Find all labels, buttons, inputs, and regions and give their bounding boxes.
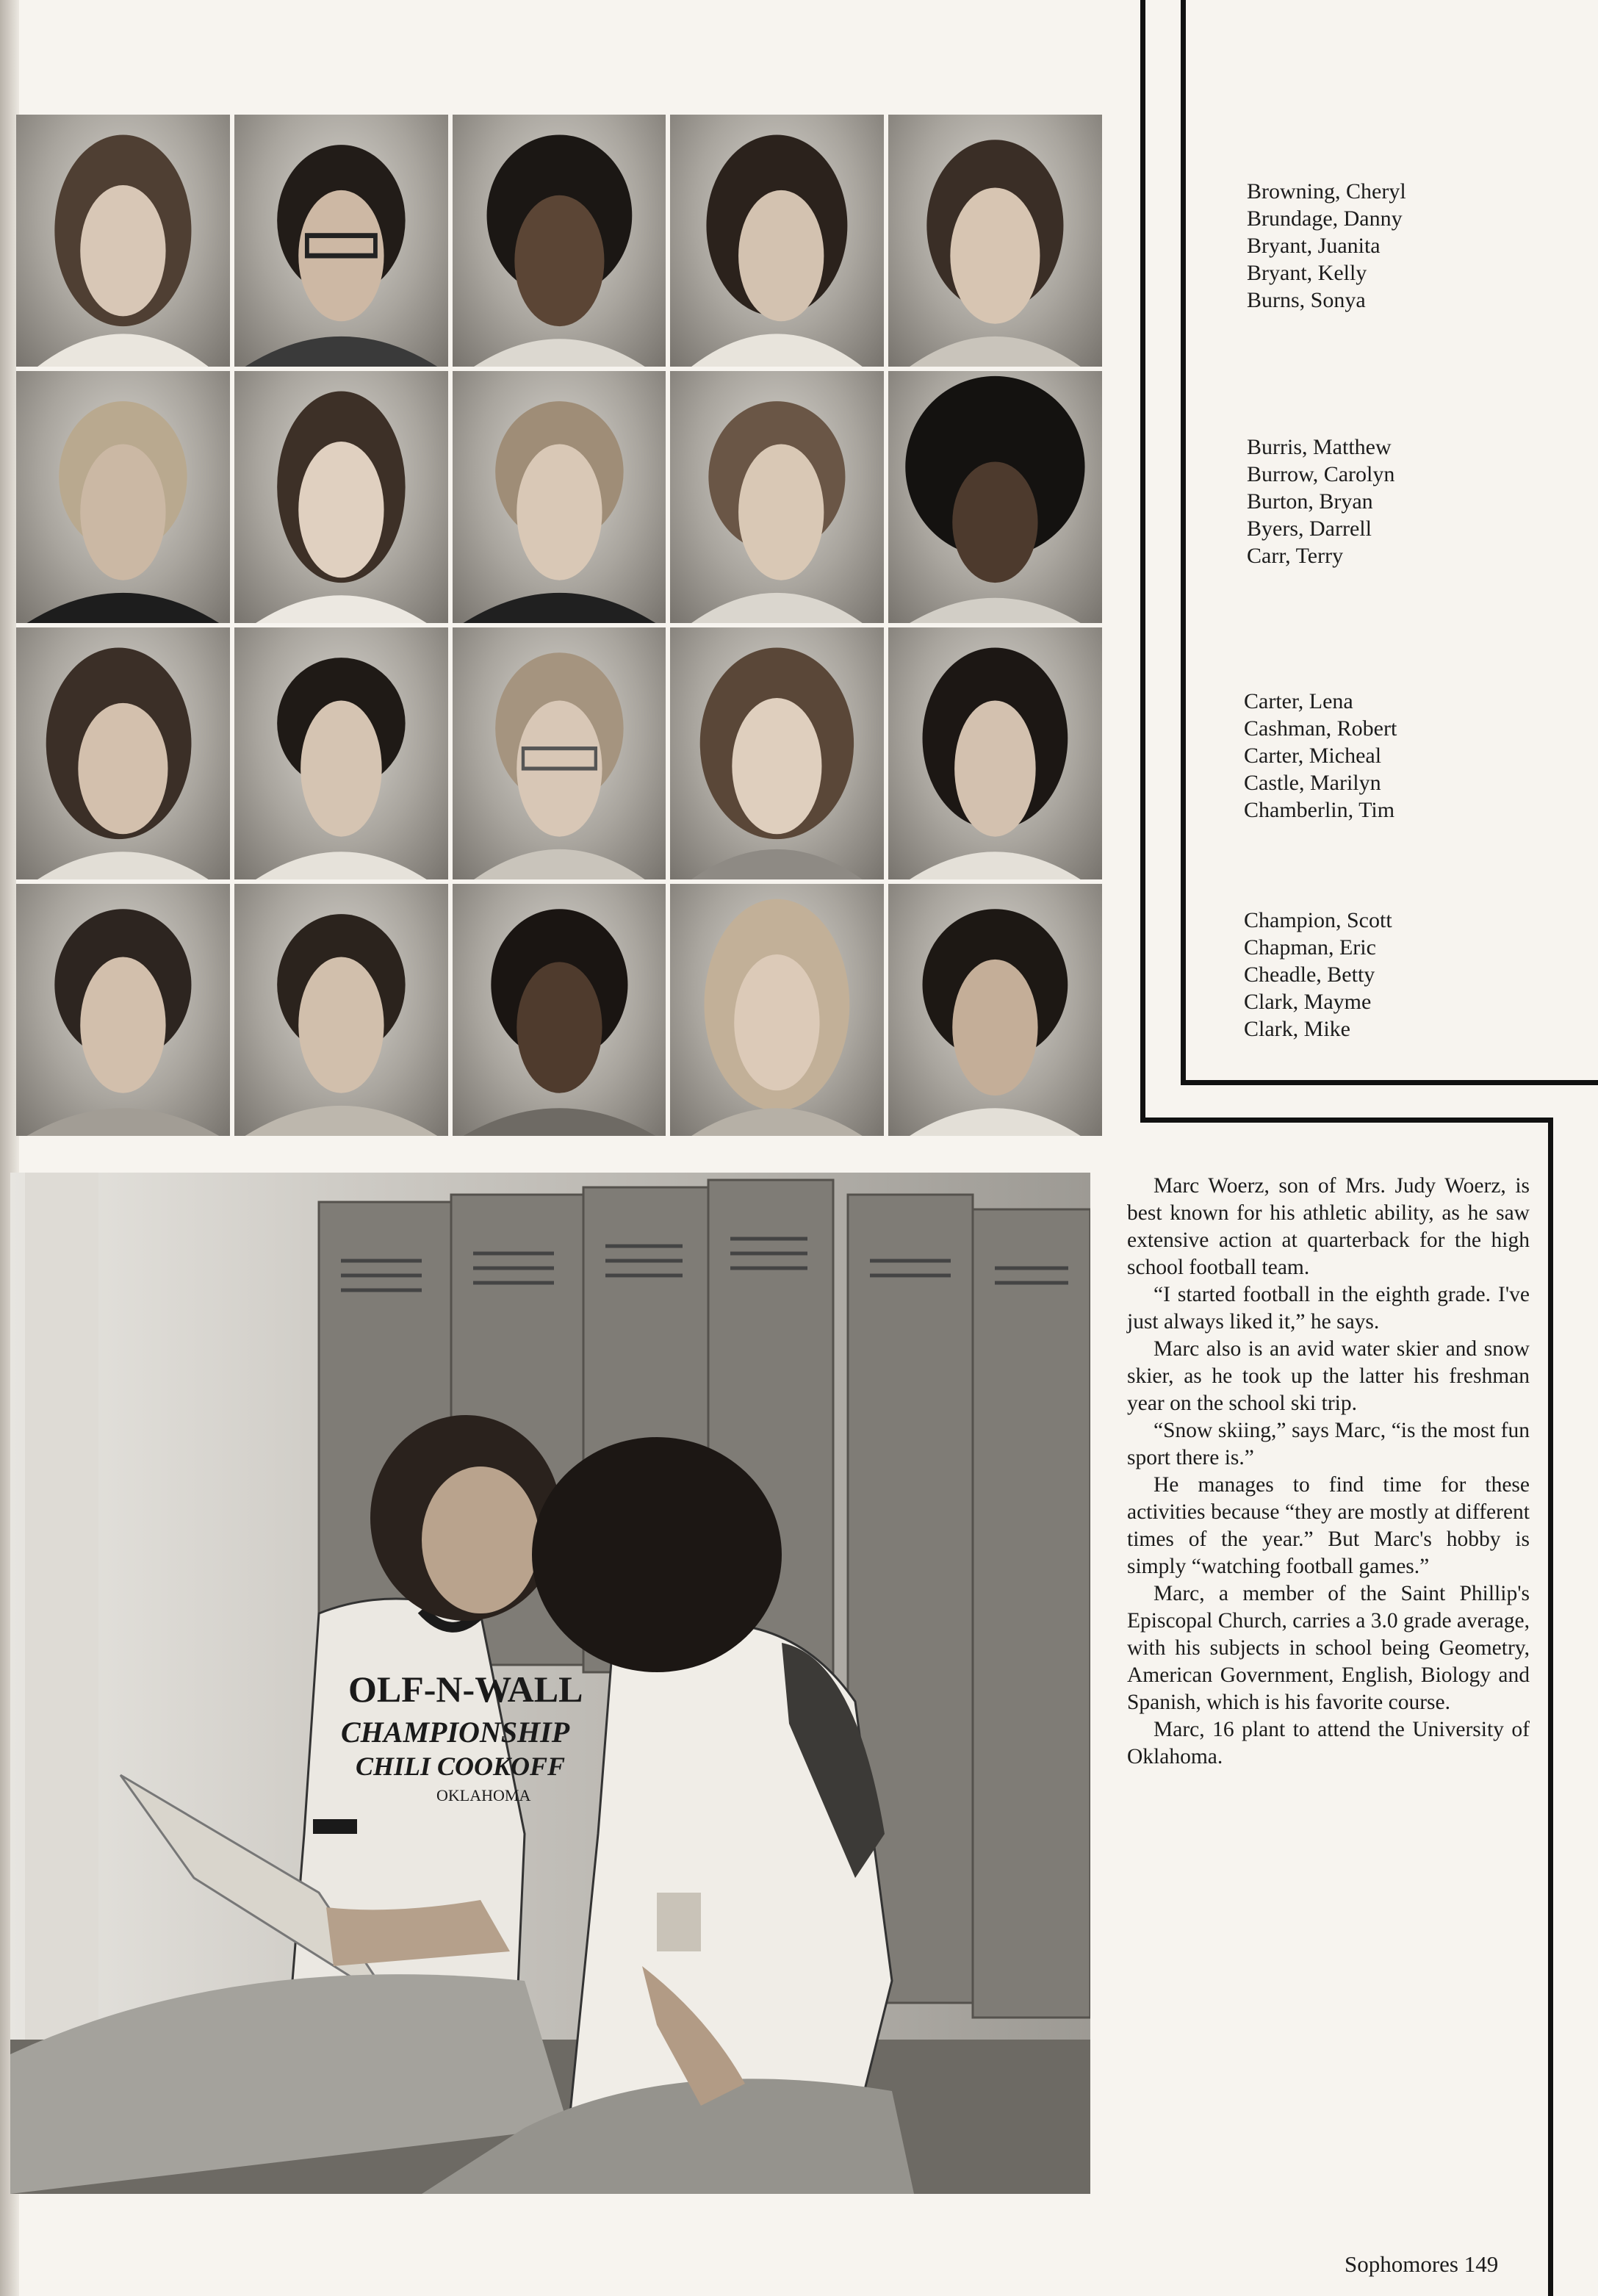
portrait-photo [670,371,884,623]
portrait-photo [16,627,230,879]
portrait-photo [670,115,884,367]
name-group-row-1 [1247,178,1406,314]
student-name: Clark, Mayme [1244,990,1372,1014]
student-name: Chapman, Eric [1244,935,1376,960]
shirt-print-line: OKLAHOMA [436,1786,531,1804]
candid-locker-photo [10,1173,1090,2194]
student-name: Bryant, Kelly [1247,261,1367,285]
student-name: Burton, Bryan [1247,489,1373,514]
shirt-print-line: CHILI COOKOFF [356,1752,566,1781]
student-name: Burrow, Carolyn [1247,462,1395,486]
student-name: Carter, Lena [1244,689,1353,713]
student-name: Carter, Micheal [1244,744,1382,768]
student-name: Burris, Matthew [1247,435,1392,459]
student-name: Bryant, Juanita [1247,234,1381,258]
portrait-photo [453,371,666,623]
story-paragraph: “I started football in the eighth grade. I've just always liked it,” he says. [1127,1283,1530,1334]
student-name: Carr, Terry [1247,544,1344,568]
portrait-photo [453,884,666,1136]
portrait-photo [670,627,884,879]
portrait-photo [234,884,448,1136]
portrait-photo [234,115,448,367]
frame-rule-inner-bottom [1181,1080,1598,1085]
portrait-photo [16,115,230,367]
portrait-grid [16,115,1102,1136]
student-name: Cheadle, Betty [1244,962,1375,987]
student-name: Burns, Sonya [1247,288,1366,312]
feature-story [1127,1173,1530,1771]
story-paragraph: “Snow skiing,” says Marc, “is the most fun sport there is.” [1127,1419,1530,1469]
portrait-photo [670,884,884,1136]
story-paragraph: Marc also is an avid water skier and snow skier, as he took up the latter his freshman year on the school ski trip. [1127,1337,1530,1415]
frame-rule-outer-left [1140,0,1145,1122]
portrait-photo [888,371,1102,623]
name-group-row-3 [1244,688,1397,824]
portrait-photo [16,371,230,623]
portrait-photo [888,627,1102,879]
frame-rule-outer-bottom [1140,1118,1552,1123]
student-name: Cashman, Robert [1244,716,1397,741]
student-name: Byers, Darrell [1247,517,1372,541]
name-group-row-4 [1244,907,1392,1043]
student-name: Chamberlin, Tim [1244,798,1395,822]
frame-rule-inner-left [1181,0,1186,1084]
story-paragraph: He manages to find time for these activities because “they are mostly at different times of the year.” But Marc's hobby is simply “watching football games.” [1127,1473,1530,1578]
portrait-photo [453,627,666,879]
story-paragraph: Marc, 16 plant to attend the University of Oklahoma. [1127,1718,1530,1768]
student-name: Brundage, Danny [1247,206,1403,231]
shirt-print-line: OLF-N-WALL [348,1669,583,1710]
shirt-print-line: CHAMPIONSHIP [341,1716,570,1749]
story-paragraph: Marc Woerz, son of Mrs. Judy Woerz, is best known for his athletic ability, as he saw extensive action at quarterback for the high school football team. [1127,1174,1530,1279]
name-group-row-2 [1247,433,1394,569]
student-name: Clark, Mike [1244,1017,1350,1041]
portrait-photo [234,371,448,623]
student-name: Champion, Scott [1244,908,1392,932]
portrait-photo [888,884,1102,1136]
story-paragraph: Marc, a member of the Saint Phillip's Episcopal Church, carries a 3.0 grade average, with his subjects in school being Geometry, American Government, English, Biology and Spanish, which is his favorite course. [1127,1582,1530,1714]
portrait-photo [888,115,1102,367]
portrait-photo [16,884,230,1136]
portrait-photo [234,627,448,879]
student-name: Browning, Cheryl [1247,179,1406,204]
portrait-photo [453,115,666,367]
frame-rule-right [1548,1118,1553,2296]
page-folio: Sophomores 149 [1345,2251,1499,2277]
student-name: Castle, Marilyn [1244,771,1381,795]
